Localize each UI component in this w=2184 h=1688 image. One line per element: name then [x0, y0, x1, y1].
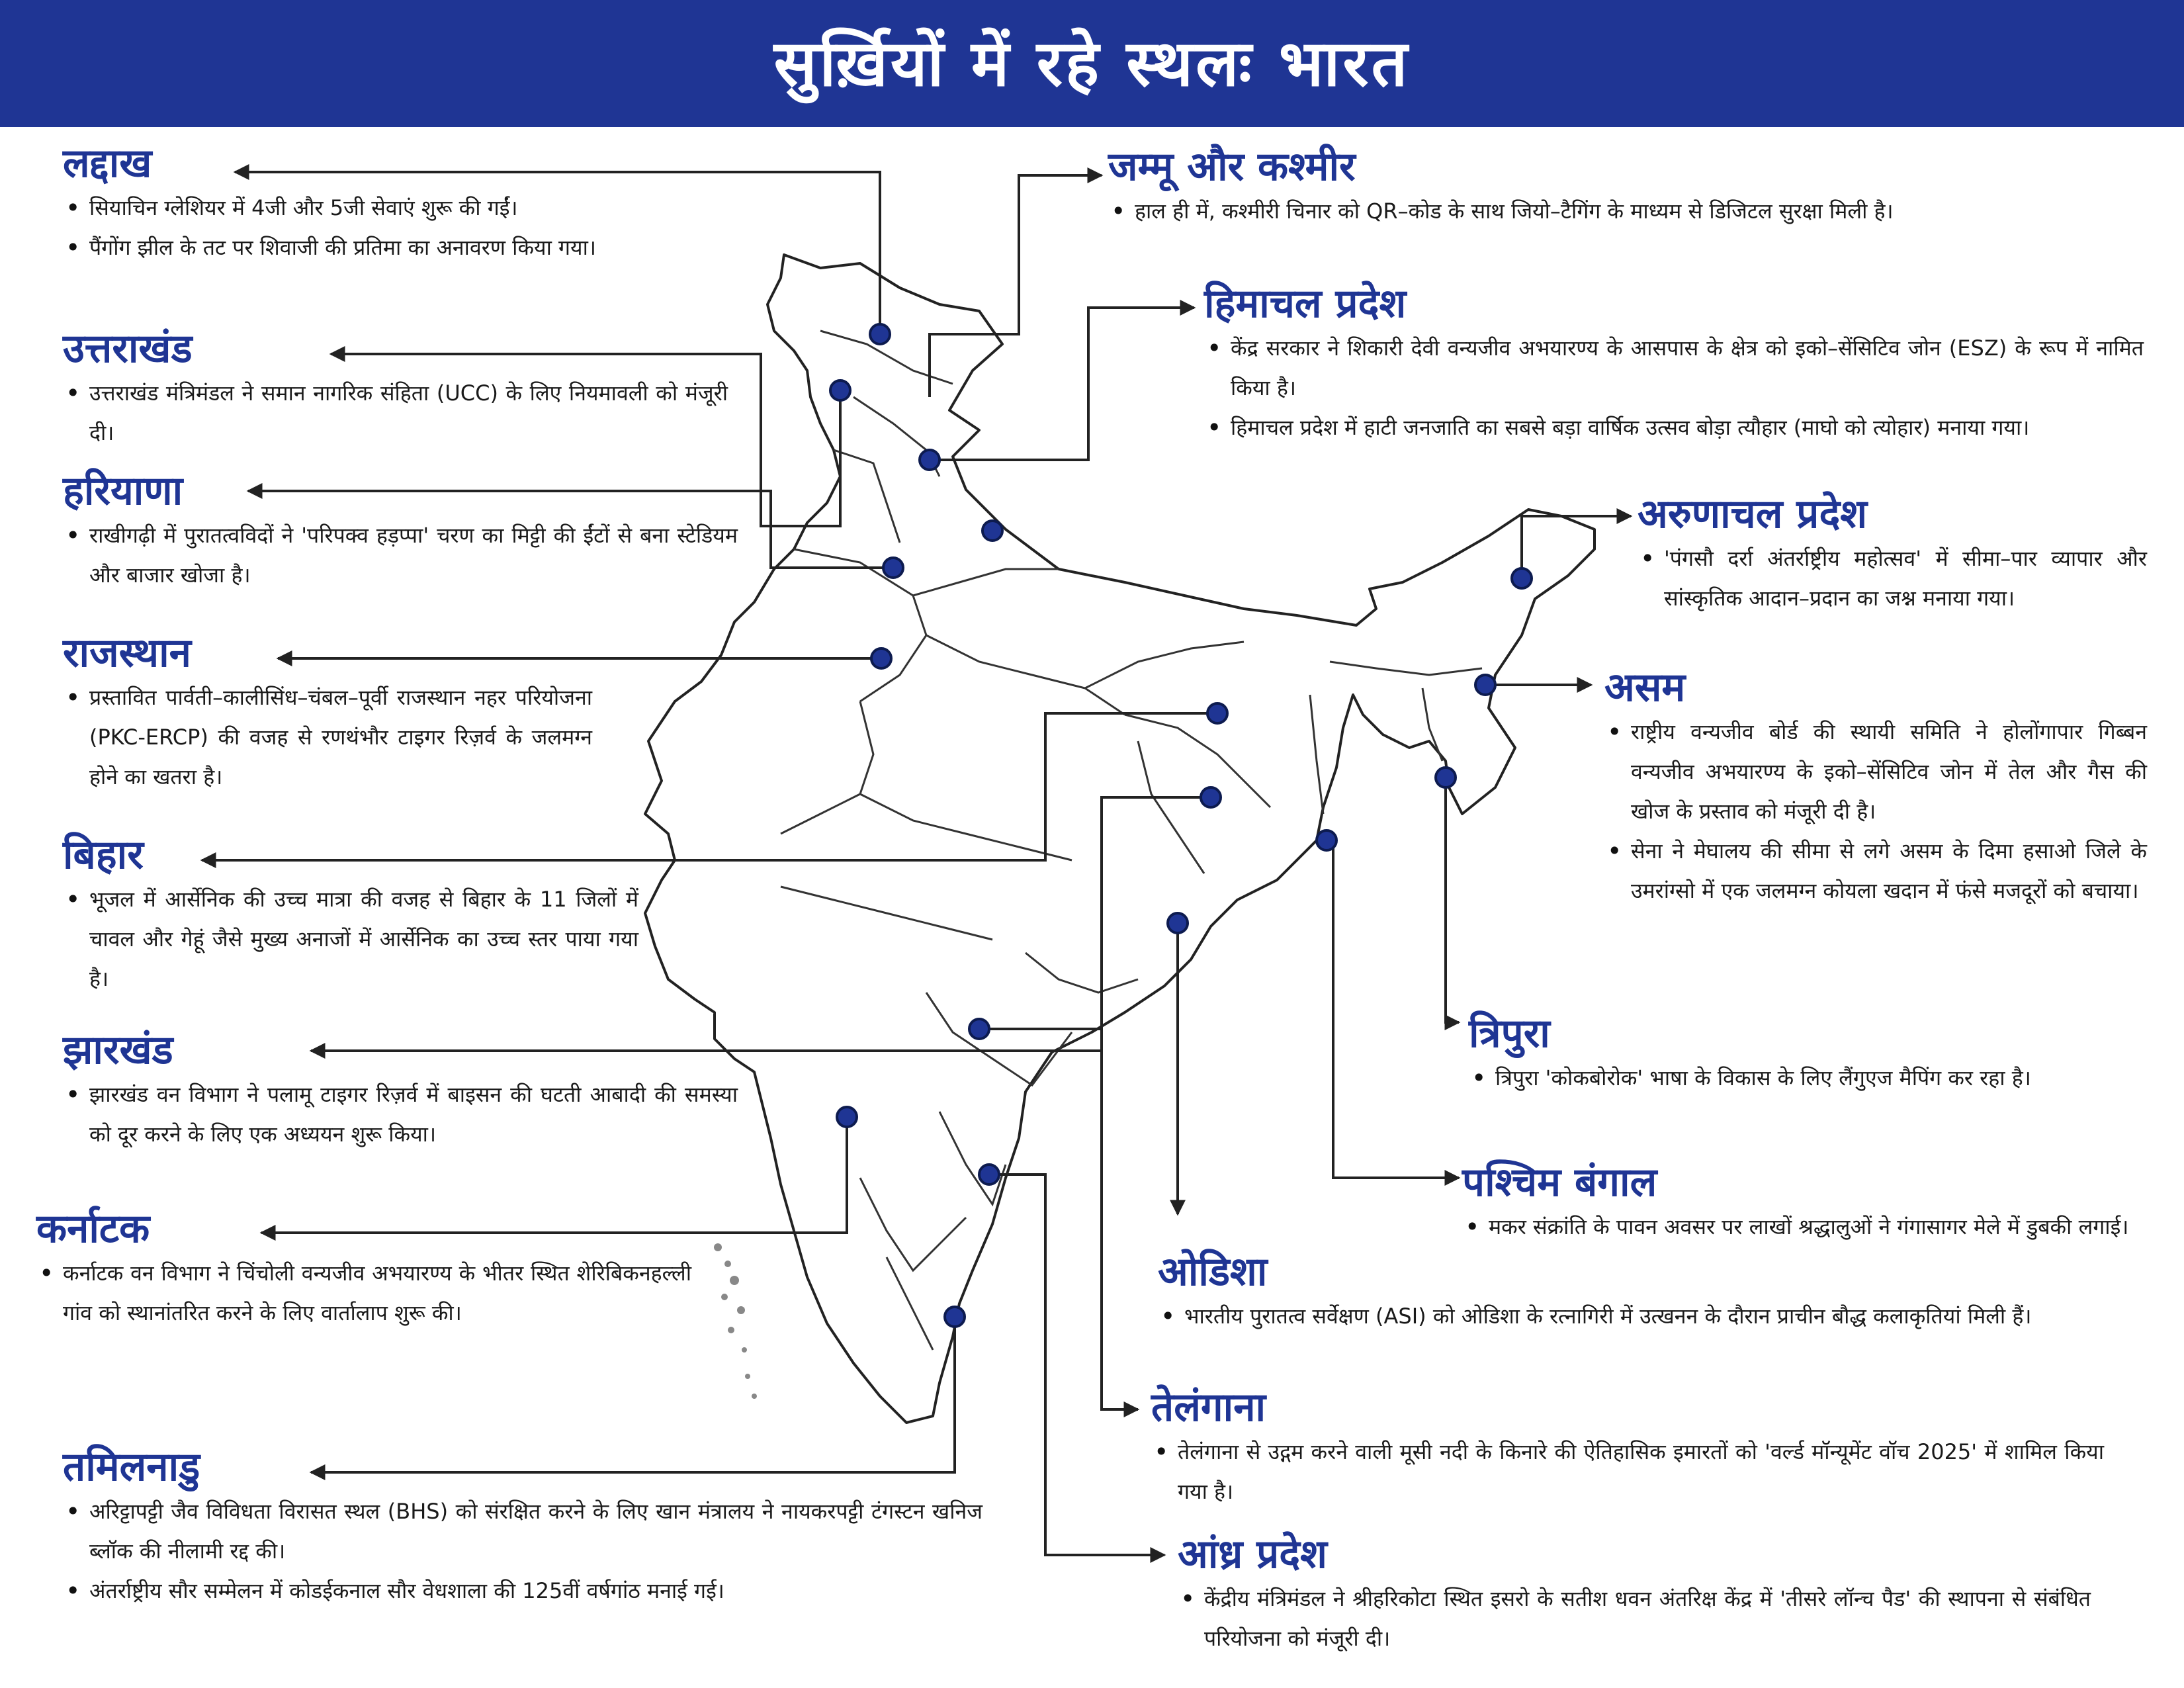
pin-assam[interactable] — [1475, 675, 1495, 695]
state-block-bihar — [63, 830, 638, 999]
state-point: • झारखंड वन विभाग ने पलामू टाइगर रिज़र्व में बाइसन की घटती आबादी की समस्या को दूर करने के लिए एक अध्ययन शुरू किया। — [63, 1075, 738, 1154]
pin-himachal[interactable] — [920, 450, 939, 470]
state-point: • सियाचिन ग्लेशियर में 4जी और 5जी सेवाएं शुरू की गईं। — [63, 188, 771, 228]
state-name: बिहार — [63, 832, 144, 878]
state-name: उत्तराखंड — [63, 326, 193, 372]
pin-bihar[interactable] — [1207, 703, 1227, 723]
pin-rajasthan[interactable] — [871, 648, 891, 668]
state-point: • हाल ही में, कश्मीरी चिनार को QR–कोड के साथ जियो–टैगिंग के माध्यम से डिजिटल सुरक्षा मिली है। — [1108, 191, 2074, 231]
state-point: • राष्ट्रीय वन्यजीव बोर्ड की स्थायी समिति ने होलोंगापार गिब्बन वन्यजीव अभयारण्य के इको–सेंसिटिव जोन में तेल और गैस की खोज के प्रस्ताव को मंजूरी दी है। — [1604, 712, 2147, 831]
state-block-himachal — [1204, 279, 2144, 447]
state-point: • केंद्रीय मंत्रिमंडल ने श्रीहरिकोटा स्थित इसरो के सतीश धवन अंतरिक्ष केंद्र में 'तीसरे लॉन्च पैड' की स्थापना से संबंधित परियोजना को मंजूरी दी। — [1178, 1579, 2091, 1658]
state-borders — [781, 331, 1482, 1350]
state-point: • त्रिपुरा 'कोकबोरोक' भाषा के विकास के लिए लैंगुएज मैपिंग कर रहा है। — [1469, 1058, 2147, 1098]
state-name: तमिलनाडु — [63, 1444, 200, 1490]
state-point: • राखीगढ़ी में पुरातत्वविदों ने 'परिपक्व हड़प्पा' चरण का मिट्टी की ईंटों से बना स्टेडियम और बाजार खोजा है। — [63, 515, 738, 595]
state-block-ladakh — [63, 139, 771, 267]
state-name: आंध्र प्रदेश — [1178, 1531, 1327, 1577]
connector-jammu — [930, 175, 1102, 397]
state-block-karnataka — [36, 1204, 691, 1333]
state-point: • भारतीय पुरातत्व सर्वेक्षण (ASI) को ओडिशा के रत्नागिरी में उत्खनन के दौरान प्राचीन बौद्ध कलाकृतियां मिली हैं। — [1158, 1296, 2117, 1336]
state-name: राजस्थान — [63, 630, 191, 676]
state-point: • कर्नाटक वन विभाग ने चिंचोली वन्यजीव अभयारण्य के भीतर स्थित शेरिबिकनहल्ली गांव को स्थानांतरित करने के लिए वार्तालाप शुरू की। — [36, 1253, 691, 1333]
pin-andhra[interactable] — [979, 1165, 999, 1184]
pin-westbengal[interactable] — [1317, 830, 1336, 850]
pin-tripura[interactable] — [1436, 768, 1456, 787]
state-block-telangana — [1151, 1383, 2104, 1511]
pin-tamilnadu[interactable] — [945, 1307, 965, 1327]
state-block-odisha — [1158, 1247, 2117, 1336]
pin-odisha[interactable] — [1168, 913, 1188, 933]
pin-arunachal[interactable] — [1512, 568, 1532, 588]
state-block-rajasthan — [63, 629, 592, 797]
pin-uttarakhand[interactable] — [983, 521, 1002, 541]
pin-telangana[interactable] — [969, 1019, 989, 1039]
state-block-arunachal — [1638, 490, 2147, 618]
state-block-tamilnadu — [63, 1443, 983, 1611]
state-name: हिमाचल प्रदेश — [1204, 281, 1407, 327]
connector-himachal — [930, 308, 1194, 460]
state-block-haryana — [63, 466, 738, 595]
page-title: सुर्ख़ियों में रहे स्थलः भारत — [773, 26, 1411, 101]
state-block-uttarakhand — [63, 324, 728, 453]
state-point: • सेना ने मेघालय की सीमा से लगे असम के दिमा हसाओ जिले के उमरांग्सो में एक जलमग्न कोयला खदान में फंसे मजदूरों को बचाया। — [1604, 831, 2147, 911]
state-name: कर्नाटक — [36, 1206, 150, 1252]
state-name: अरुणाचल प्रदेश — [1638, 491, 1868, 537]
state-name: त्रिपुरा — [1469, 1010, 1550, 1057]
state-point: • प्रस्तावित पार्वती–कालीसिंध–चंबल–पूर्वी राजस्थान नहर परियोजना (PKC-ERCP) की वजह से रणथंभौर टाइगर रिज़र्व के जलमग्न होने का खतरा है। — [63, 678, 592, 797]
pin-jammu[interactable] — [830, 380, 850, 400]
state-name: झारखंड — [63, 1027, 173, 1073]
state-block-westbengal — [1462, 1158, 2147, 1247]
state-point: • हिमाचल प्रदेश में हाटी जनजाति का सबसे बड़ा वार्षिक उत्सव बोड़ा त्यौहार (माघो को त्योहार) मनाया गया। — [1204, 408, 2144, 447]
state-point: • तेलंगाना से उद्गम करने वाली मूसी नदी के किनारे की ऐतिहासिक इमारतों को 'वर्ल्ड मॉन्यूमेंट वॉच 2025' में शामिल किया गया है। — [1151, 1432, 2104, 1511]
state-point: • उत्तराखंड मंत्रिमंडल ने समान नागरिक संहिता (UCC) के लिए नियमावली को मंजूरी दी। — [63, 373, 728, 453]
state-name: तेलंगाना — [1151, 1384, 1266, 1431]
connector-andhra — [989, 1175, 1164, 1555]
state-point: • पैंगोंग झील के तट पर शिवाजी की प्रतिमा का अनावरण किया गया। — [63, 228, 771, 267]
state-block-jammu — [1108, 142, 2074, 231]
state-block-andhra — [1178, 1530, 2091, 1658]
pin-karnataka[interactable] — [837, 1107, 857, 1127]
pin-ladakh[interactable] — [870, 324, 890, 344]
state-point: • 'पंगसौ दर्रा अंतर्राष्ट्रीय महोत्सव' में सीमा–पार व्यापार और सांस्कृतिक आदान–प्रदान का जश्न मनाया गया। — [1638, 539, 2147, 618]
state-name: असम — [1604, 664, 1686, 711]
state-block-assam — [1604, 663, 2147, 911]
state-name: ओडिशा — [1158, 1249, 1268, 1295]
state-name: पश्चिम बंगाल — [1462, 1159, 1657, 1206]
state-name: हरियाणा — [63, 468, 183, 514]
connector-tripura — [1446, 777, 1459, 1022]
islands — [714, 1243, 757, 1399]
state-point: • अरिट्टापट्टी जैव विविधता विरासत स्थल (BHS) को संरक्षित करने के लिए खान मंत्रालय ने नायकरपट्टी टंगस्टन खनिज ब्लॉक की नीलामी रद्द की। — [63, 1491, 983, 1571]
state-point: • भूजल में आर्सेनिक की उच्च मात्रा की वजह से बिहार के 11 जिलों में चावल और गेहूं जैसे मुख्य अनाजों में आर्सेनिक का उच्च स्तर पाया गया है। — [63, 879, 638, 999]
connector-telangana — [979, 1029, 1138, 1409]
state-block-jharkhand — [63, 1026, 738, 1154]
pin-jharkhand[interactable] — [1201, 787, 1221, 807]
state-point: • केंद्र सरकार ने शिकारी देवी वन्यजीव अभयारण्य के आसपास के क्षेत्र को इको–सेंसिटिव जोन (ESZ) के रूप में नामित किया है। — [1204, 328, 2144, 408]
state-name: लद्दाख — [63, 140, 152, 187]
state-point: • अंतर्राष्ट्रीय सौर सम्मेलन में कोडईकनाल सौर वेधशाला की 125वीं वर्षगांठ मनाई गई। — [63, 1571, 983, 1611]
state-block-tripura — [1469, 1009, 2147, 1098]
pin-haryana[interactable] — [883, 558, 903, 578]
state-point: • मकर संक्रांति के पावन अवसर पर लाखों श्रद्धालुओं ने गंगासागर मेले में डुबकी लगाई। — [1462, 1207, 2147, 1247]
state-name: जम्मू और कश्मीर — [1108, 144, 1356, 190]
connector-westbengal — [1327, 840, 1459, 1178]
